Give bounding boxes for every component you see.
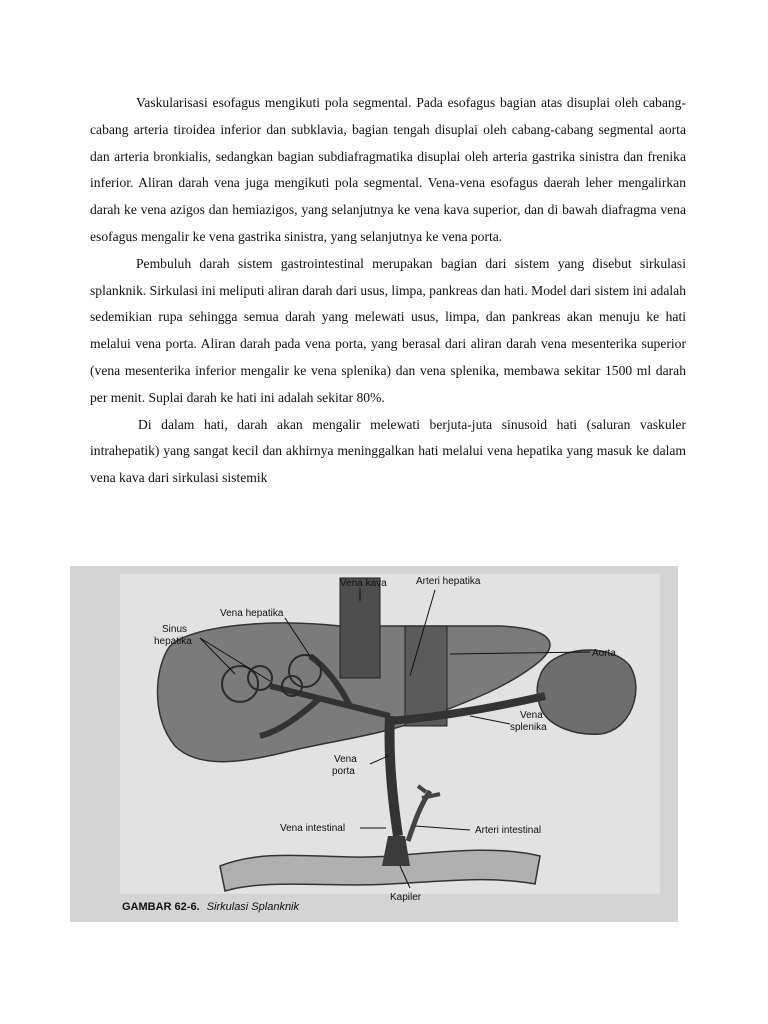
- label-arteri-intestinal: Arteri intestinal: [475, 825, 542, 836]
- figure-caption: [122, 901, 300, 913]
- figure-splanchnic-circulation: [70, 566, 678, 922]
- paragraph-splanknik: Pembuluh darah sistem gastrointestinal merupakan bagian dari sistem yang disebut sirkulasi splanknik. Sirkulasi ini meliputi aliran darah dari usus, limpa, pankreas dan hati. Model dari sistem ini adalah sedemikian rupa sehingga semua darah yang melewati usus, limpa, dan pankreas akan menuju ke hati melalui vena porta. Aliran darah pada vena porta, yang berasal dari aliran darah vena mesenterika superior (vena mesenterika inferior mengalir ke vena splenika) dan vena splenika, membawa sekitar 1500 ml darah per menit. Suplai darah ke hati ini adalah sekitar 80%.: [90, 255, 686, 405]
- label-vena-intestinal: Vena intestinal: [280, 823, 346, 834]
- caption-title: Sirkulasi Splanknik: [206, 901, 300, 913]
- label-vena-splenika-1: Vena: [520, 710, 543, 721]
- label-vena-kava: Vena kava: [340, 578, 387, 589]
- label-vena-splenika-2: splenika: [510, 722, 547, 733]
- label-vena-porta-1: Vena: [334, 754, 357, 765]
- label-arteri-hepatika: Arteri hepatika: [416, 576, 481, 587]
- caption-number: GAMBAR 62-6.: [122, 901, 200, 913]
- label-kapiler: Kapiler: [390, 892, 422, 903]
- spleen-shape: [537, 650, 636, 734]
- aorta-vessel: [405, 626, 447, 726]
- paragraph-esofagus: Vaskularisasi esofagus mengikuti pola segmental. Pada esofagus bagian atas disuplai oleh cabang-cabang arteria tiroidea inferior dan subklavia, bagian tengah disuplai oleh cabang-cabang segmental aorta dan arteria bronkialis, sedangkan bagian subdiafragmatika disuplai oleh arteria gastrika sinistra dan frenika inferior. Aliran darah vena juga mengikuti pola segmental. Vena-vena esofagus daerah leher mengalirkan darah ke vena azigos dan hemiazigos, yang selanjutnya ke vena kava superior, dan di bawah diafragma vena esofagus mengalir ke vena gastrika sinistra, yang selanjutnya ke vena porta.: [90, 95, 686, 244]
- label-aorta: Aorta: [592, 648, 616, 659]
- document-body: [90, 90, 686, 492]
- label-vena-porta-2: porta: [332, 766, 355, 777]
- diagram-svg: [70, 566, 678, 922]
- label-vena-hepatika: Vena hepatika: [220, 608, 284, 619]
- label-sinus-hepatika-2: hepatika: [154, 636, 192, 647]
- label-sinus-hepatika-1: Sinus: [162, 624, 188, 635]
- paragraph-hati: Di dalam hati, darah akan mengalir melewati berjuta-juta sinusoid hati (saluran vaskuler intrahepatik) yang sangat kecil dan akhirnya meninggalkan hati melalui vena hepatika yang masuk ke dalam vena kava dari sirkulasi sistemik: [90, 416, 686, 486]
